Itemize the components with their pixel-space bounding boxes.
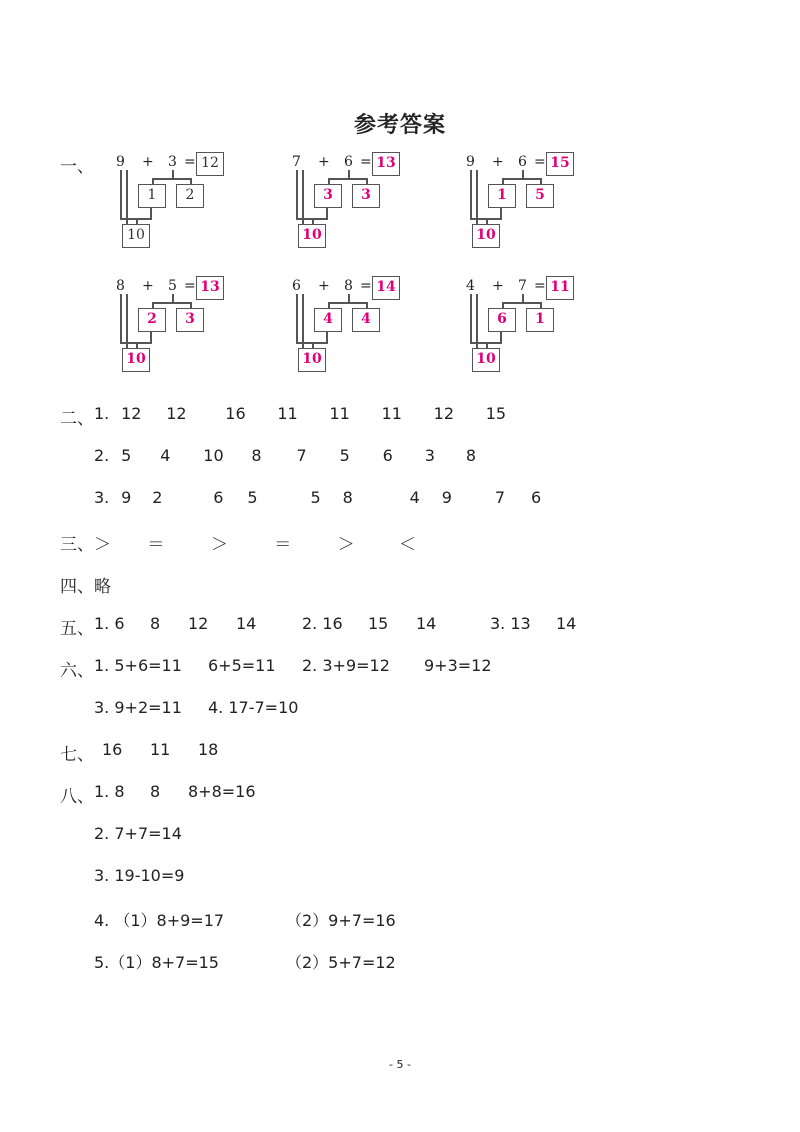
section-8-answer: （2）9+7=16 (286, 911, 396, 930)
result-box: 12 (196, 152, 224, 176)
section-5-item-3: 3. 13 (490, 614, 531, 633)
item-number: 3. (94, 488, 110, 507)
value: 8 (465, 446, 477, 465)
value: 4 (409, 488, 420, 507)
decomposition-diagram (288, 152, 418, 243)
connector-line (120, 294, 122, 342)
connector-line (522, 170, 524, 178)
comparison-sign: ＞ (337, 535, 355, 555)
connector-line (328, 302, 366, 304)
value: 9 (121, 488, 132, 507)
connector-line (136, 218, 138, 224)
value: 7 (494, 488, 506, 507)
equals-sign: = (360, 154, 372, 170)
connector-line (328, 178, 330, 184)
plus-sign: + (492, 154, 504, 170)
section-8-answer: 1. 8 (94, 782, 125, 801)
split-box: 2 (138, 308, 166, 332)
connector-line (348, 294, 350, 302)
section-5-label: 五、 (60, 619, 94, 639)
comparison-sign: ＝ (274, 535, 292, 555)
result-box: 13 (372, 152, 400, 176)
connector-line (500, 332, 502, 343)
section-5-item-2: 2. 16 (302, 614, 343, 633)
section-4-label: 四、 (60, 577, 94, 597)
connector-line (152, 302, 190, 304)
value: 5 (121, 446, 132, 465)
addend-b: 6 (518, 154, 527, 170)
item-number: 1. (94, 404, 110, 423)
section-5-value: 15 (368, 614, 389, 633)
split-box: 4 (352, 308, 380, 332)
section-2-label: 二、 (60, 409, 94, 429)
value: 6 (213, 488, 224, 507)
equals-sign: = (534, 278, 546, 294)
value: 8 (251, 446, 262, 465)
section-1-label: 一、 (60, 157, 94, 177)
split-box: 3 (176, 308, 204, 332)
connector-line (540, 302, 542, 308)
section-7-label: 七、 (60, 745, 94, 765)
section-8-answer: 8+8=16 (188, 782, 256, 801)
connector-line (502, 302, 540, 304)
addend-b: 3 (168, 154, 177, 170)
addend-b: 7 (518, 278, 527, 294)
section-8-answer: 2. 7+7=14 (94, 824, 182, 843)
result-box: 14 (372, 276, 400, 300)
connector-line (302, 294, 304, 348)
section-6-answer: 6+5=11 (208, 656, 276, 675)
connector-line (150, 208, 152, 219)
split-box: 1 (488, 184, 516, 208)
split-box: 2 (176, 184, 204, 208)
split-box: 5 (526, 184, 554, 208)
section-7-value: 18 (198, 740, 219, 759)
split-box: 4 (314, 308, 342, 332)
section-3-label: 三、 (60, 535, 94, 555)
connector-line (500, 208, 502, 219)
result-box: 15 (546, 152, 574, 176)
section-7-value: 11 (150, 740, 171, 759)
connector-line (502, 178, 540, 180)
section-4-text: 略 (94, 577, 111, 597)
value: 12 (166, 404, 187, 423)
value: 6 (530, 488, 542, 507)
addend-a: 7 (292, 154, 301, 170)
section-7-value: 16 (102, 740, 123, 759)
connector-line (470, 294, 472, 342)
split-box: 1 (138, 184, 166, 208)
connector-line (312, 342, 314, 348)
ten-box: 10 (122, 348, 150, 372)
equals-sign: = (184, 154, 196, 170)
value: 3 (424, 446, 435, 465)
ten-box: 10 (472, 348, 500, 372)
section-6-answer: 2. 3+9=12 (302, 656, 390, 675)
decomposition-diagram (112, 276, 242, 367)
section-8-answer: 8 (150, 782, 161, 801)
split-box: 3 (314, 184, 342, 208)
connector-line (470, 170, 472, 218)
page-number: - 5 - (389, 1058, 411, 1071)
plus-sign: + (142, 278, 154, 294)
connector-line (126, 170, 128, 224)
equals-sign: = (360, 278, 372, 294)
addend-a: 4 (466, 278, 475, 294)
addend-b: 6 (344, 154, 353, 170)
value: 11 (381, 404, 402, 423)
connector-line (326, 332, 328, 343)
section-5-value: 8 (150, 614, 161, 633)
section-5-item-1: 1. 6 (94, 614, 125, 633)
section-5-value: 14 (416, 614, 437, 633)
connector-line (172, 294, 174, 302)
split-box: 3 (352, 184, 380, 208)
connector-line (486, 342, 488, 348)
connector-line (136, 342, 138, 348)
section-8-answer: 3. 19-10=9 (94, 866, 185, 885)
value: 8 (342, 488, 353, 507)
value: 10 (203, 446, 224, 465)
connector-line (502, 302, 504, 308)
item-number: 2. (94, 446, 110, 465)
comparison-sign: ＞ (94, 535, 111, 555)
section-6-answer: 1. 5+6=11 (94, 656, 182, 675)
section-5-value: 14 (236, 614, 257, 633)
connector-line (522, 294, 524, 302)
connector-line (326, 208, 328, 219)
addend-a: 6 (292, 278, 301, 294)
comparison-sign: ＞ (210, 535, 228, 555)
value: 5 (339, 446, 350, 465)
value: 16 (225, 404, 246, 423)
connector-line (302, 170, 304, 224)
value: 12 (433, 404, 455, 423)
addend-a: 8 (116, 278, 125, 294)
ten-box: 10 (298, 348, 326, 372)
section-8-label: 八、 (60, 787, 94, 807)
ten-box: 10 (298, 224, 326, 248)
section-6-answer: 3. 9+2=11 (94, 698, 182, 717)
decomposition-diagram (462, 276, 592, 367)
section-8-answer: 4. （1）8+9=17 (94, 911, 225, 930)
value: 2 (152, 488, 163, 507)
split-box: 6 (488, 308, 516, 332)
connector-line (476, 294, 478, 348)
section-6-answer: 4. 17-7=10 (208, 698, 299, 717)
section-6-label: 六、 (60, 661, 94, 681)
addend-a: 9 (466, 154, 475, 170)
connector-line (296, 294, 298, 342)
connector-line (296, 170, 298, 218)
decomposition-diagram (462, 152, 592, 243)
addend-b: 5 (168, 278, 177, 294)
connector-line (486, 218, 488, 224)
split-box: 1 (526, 308, 554, 332)
value: 5 (247, 488, 258, 507)
connector-line (172, 170, 174, 178)
section-8-answer: （2）5+7=12 (286, 953, 396, 972)
section-2-line-3 (94, 488, 541, 507)
section-8-answer: 5.（1）8+7=15 (94, 953, 219, 972)
equals-sign: = (534, 154, 546, 170)
result-box: 13 (196, 276, 224, 300)
value: 6 (382, 446, 393, 465)
connector-line (502, 178, 504, 184)
connector-line (312, 218, 314, 224)
plus-sign: + (142, 154, 154, 170)
section-2-line-2 (94, 446, 476, 465)
connector-line (190, 302, 192, 308)
decomposition-diagram (288, 276, 418, 367)
connector-line (150, 332, 152, 343)
connector-line (190, 178, 192, 184)
value: 15 (485, 404, 507, 423)
addend-b: 8 (344, 278, 353, 294)
connector-line (120, 170, 122, 218)
value: 11 (277, 404, 298, 423)
connector-line (152, 178, 190, 180)
decomposition-diagram (112, 152, 242, 243)
section-5-value: 14 (556, 614, 577, 633)
equals-sign: = (184, 278, 196, 294)
value: 9 (441, 488, 452, 507)
plus-sign: + (492, 278, 504, 294)
value: 11 (329, 404, 350, 423)
connector-line (540, 178, 542, 184)
connector-line (152, 178, 154, 184)
addend-a: 9 (116, 154, 125, 170)
value: 12 (121, 404, 142, 423)
section-3-values (94, 530, 416, 555)
connector-line (366, 302, 368, 308)
section-2-line-1 (94, 404, 506, 423)
connector-line (126, 294, 128, 348)
page-title: 参考答案 (353, 113, 446, 138)
ten-box: 10 (472, 224, 500, 248)
connector-line (152, 302, 154, 308)
connector-line (476, 170, 478, 224)
connector-line (328, 178, 366, 180)
section-6-answer: 9+3=12 (424, 656, 492, 675)
value: 7 (296, 446, 307, 465)
value: 5 (310, 488, 321, 507)
connector-line (328, 302, 330, 308)
connector-line (366, 178, 368, 184)
connector-line (348, 170, 350, 178)
comparison-sign: ＜ (399, 535, 417, 555)
value: 4 (160, 446, 171, 465)
comparison-sign: ＝ (147, 535, 165, 555)
plus-sign: + (318, 278, 330, 294)
section-5-value: 12 (188, 614, 209, 633)
ten-box: 10 (122, 224, 150, 248)
result-box: 11 (546, 276, 574, 300)
plus-sign: + (318, 154, 330, 170)
